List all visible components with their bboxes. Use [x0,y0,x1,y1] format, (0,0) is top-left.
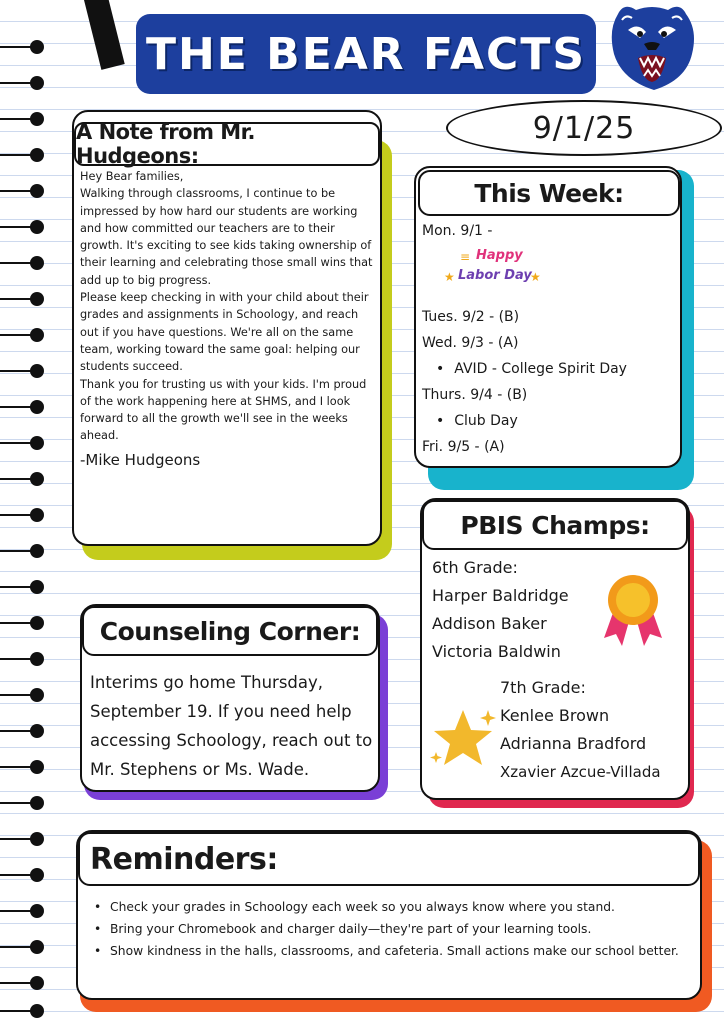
award-medal-icon [598,572,668,648]
note-heading: A Note from Mr. Hudgeons: [74,122,380,166]
pbis-heading: PBIS Champs: [422,500,688,550]
binder-ring [0,76,44,90]
binder-ring [0,688,44,702]
pbis-student: Xzavier Azcue-Villada [500,763,661,781]
pbis-student: Victoria Baldwin [432,642,561,661]
binder-ring [0,436,44,450]
binder-ring [0,868,44,882]
binder-ring [0,364,44,378]
labor-day-happy: Happy [476,248,523,263]
schedule-day: Tues. 9/2 - (B) [422,309,520,325]
labor-day-graphic [442,244,542,304]
binder-ring [0,904,44,918]
bear-mascot-icon [604,0,700,92]
binder-ring [0,112,44,126]
schedule-day: Mon. 9/1 - [422,223,493,239]
note-paragraph: Walking through classrooms, I continue to be impressed by how hard our students are working and how committed our teachers are to their growth. It's exciting to see kids taking ownership of their learning and celebrating those small wins that add up to big progress. [80,187,373,287]
binder-ring [0,652,44,666]
reminder-item: • Check your grades in Schoology each week so you always know where you stand. [90,896,682,918]
pbis-student: Harper Baldridge [432,586,569,605]
pbis-grade6-label: 6th Grade: [432,558,518,577]
schedule-event: • Club Day [422,408,682,434]
reminder-item: • Show kindness in the halls, classrooms, and cafeteria. Small actions make our school better. [90,940,682,962]
binder-ring [0,724,44,738]
binder-ring [0,148,44,162]
binder-ring [0,184,44,198]
schedule-day: Fri. 9/5 - (A) [422,439,505,455]
binder-ring [0,328,44,342]
labor-day-text: Labor Day [458,268,532,283]
pbis-grade7-label: 7th Grade: [500,678,586,697]
reminders-heading: Reminders: [78,832,700,886]
binder-ring [0,544,44,558]
binder-ring [0,400,44,414]
schedule-day: Thurs. 9/4 - (B) [422,387,528,403]
week-heading: This Week: [418,170,680,216]
note-body [80,168,380,473]
binder-ring [0,940,44,954]
title-banner [136,14,596,94]
note-greeting: Hey Bear families, [80,170,184,183]
binder-ring [0,796,44,810]
star-icon: ★ [530,270,541,284]
binder-ring [0,580,44,594]
binder-ring [0,616,44,630]
binder-ring [0,292,44,306]
pbis-student: Adrianna Bradford [500,734,647,753]
sparkle-icon: ≡ [460,250,471,264]
note-signature: -Mike Hudgeons [80,450,201,469]
binder-ring [0,976,44,990]
week-schedule [422,218,682,460]
schedule-day: Wed. 9/3 - (A) [422,335,519,351]
binder-ring [0,256,44,270]
issue-date: 9/1/25 [446,100,722,156]
binder-ring [0,1004,44,1018]
star-icon: ★ [444,270,455,284]
note-paragraph: Please keep checking in with your child about their grades and assignments in Schoology, and reach out if you have questions. We're all on the same team, working toward the same goal: helping our students succeed. [80,291,369,374]
binder-ring [0,40,44,54]
binder-ring [0,760,44,774]
binder-ring [0,472,44,486]
bookmark-ribbon [84,0,125,70]
pbis-student: Kenlee Brown [500,706,610,725]
schedule-event: • AVID - College Spirit Day [422,356,682,382]
note-paragraph: Thank you for trusting us with your kids. I'm proud of the work happening here at SHMS, and I look forward to all the growth we'll see in the weeks ahead. [80,377,367,443]
star-icon [428,704,498,774]
reminders-list [90,896,682,962]
counseling-text: Interims go home Thursday, September 19. If you need help accessing Schoology, reach out to Mr. Stephens or Ms. Wade. [90,673,373,779]
binder-ring [0,508,44,522]
reminder-item: • Bring your Chromebook and charger daily—they're part of your learning tools. [90,918,682,940]
counseling-heading: Counseling Corner: [82,606,378,656]
binder-ring [0,220,44,234]
page-title: THE BEAR FACTS [145,28,587,80]
pbis-student: Addison Baker [432,614,547,633]
binder-ring [0,832,44,846]
